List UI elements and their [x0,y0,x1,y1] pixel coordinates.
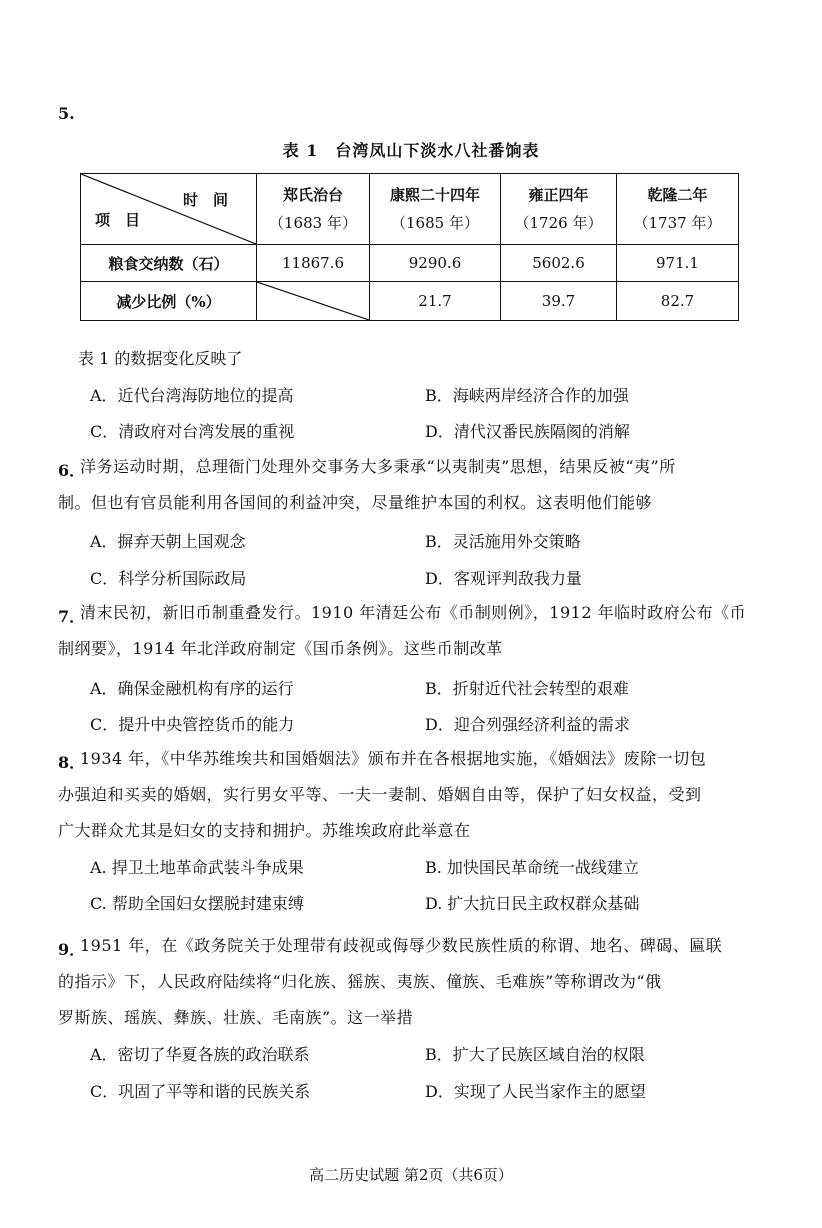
column-header [370,174,501,245]
option-b[interactable]: B．海峡两岸经济合作的加强 [425,386,629,405]
row-label: 减少比例（%） [81,282,257,321]
table-cell: 82.7 [617,282,739,321]
column-header [617,174,739,245]
page-footer: 高二历史试题 第2页（共6页） [309,1166,513,1184]
diagonal-line [257,282,369,320]
option-d[interactable]: D．客观评判敌我力量 [425,569,582,588]
empty-diagonal-cell [257,282,370,321]
option-c[interactable]: C．科学分析国际政局 [90,569,247,588]
table-cell: 971.1 [617,245,739,282]
option-d[interactable]: D．清代汉番民族隔阂的消解 [425,422,630,441]
table-cell: 5602.6 [501,245,617,282]
option-b[interactable]: B．扩大了民族区域自治的权限 [425,1045,645,1064]
corner-time-label: 时 间 [182,191,228,209]
question-7-stem [58,595,747,667]
question-6-number: 6． [58,461,86,480]
stem-line: 罗斯族、瑶族、彝族、壮族、毛南族”。这一举措 [58,1008,414,1027]
corner-item-label: 项 目 [95,211,141,229]
row-label: 粮食交纳数（石） [81,245,257,282]
table-row [81,245,739,282]
stem-line: 办强迫和买卖的婚姻，实行男女平等、一夫一妻制、婚姻自由等，保护了妇女权益，受到 [58,785,702,804]
stem-line: 制纲要》，1914 年北洋政府制定《国币条例》。这些币制改革 [58,639,503,658]
column-year: （1683 年） [269,214,357,232]
option-c[interactable]: C．清政府对台湾发展的重视 [90,422,295,441]
option-a[interactable]: A. 捍卫土地革命武装斗争成果 [90,858,304,877]
stem-line: 1934 年，《中华苏维埃共和国婚姻法》颁布并在各根据地实施，《婚姻法》废除一切包 [80,749,707,768]
table-title: 表 1 台湾凤山下淡水八社番饷表 [282,141,540,160]
stem-line: 制。但也有官员能利用各国间的利益冲突，尽量维护本国的利权。这表明他们能够 [58,493,653,512]
question-6-stem [58,449,676,521]
question-9-number: 9． [58,940,86,959]
stem-line: 洋务运动时期，总理衙门处理外交事务大多秉承“以夷制夷”思想，结果反被“夷”所 [80,457,676,476]
column-name: 乾隆二年 [647,186,708,204]
column-name: 雍正四年 [528,186,589,204]
question-7-number: 7． [58,607,86,626]
table-cell: 9290.6 [370,245,501,282]
option-d[interactable]: D．实现了人民当家作主的愿望 [425,1082,646,1101]
option-d[interactable]: D．迎合列强经济利益的需求 [425,715,630,734]
option-a[interactable]: A．近代台湾海防地位的提高 [90,386,294,405]
column-year: （1685 年） [391,214,479,232]
option-d[interactable]: D. 扩大抗日民主政权群众基础 [425,894,640,913]
question-9-stem [58,928,723,1036]
stem-line: 1951 年，在《政务院关于处理带有歧视或侮辱少数民族性质的称谓、地名、碑碣、匾联 [80,936,723,955]
option-b[interactable]: B．折射近代社会转型的艰难 [425,679,629,698]
question-8-number: 8． [58,753,86,772]
option-b[interactable]: B．灵活施用外交策略 [425,532,581,551]
option-a[interactable]: A．确保金融机构有序的运行 [90,679,294,698]
table-row [81,282,739,321]
option-c[interactable]: C. 帮助全国妇女摆脱封建束缚 [90,894,304,913]
table-cell: 39.7 [501,282,617,321]
option-a[interactable]: A．密切了华夏各族的政治联系 [90,1045,310,1064]
table-header-row [81,174,739,245]
option-c[interactable]: C．巩固了平等和谐的民族关系 [90,1082,311,1101]
column-header [257,174,370,245]
column-year: （1737 年） [633,214,722,232]
stem-line: 清末民初，新旧币制重叠发行。1910 年清廷公布《币制则例》，1912 年临时政府公布《币 [80,603,747,622]
stem-line: 广大群众尤其是妇女的支持和拥护。苏维埃政府此举意在 [58,821,471,840]
option-a[interactable]: A．摒弃天朝上国观念 [90,532,246,551]
column-year: （1726 年） [514,214,603,232]
table-corner-cell [81,174,257,245]
question-5-stem: 表 1 的数据变化反映了 [78,349,243,368]
stem-line: 的指示》下，人民政府陆续将“归化族、猺族、夷族、僮族、毛难族”等称谓改为“俄 [58,972,662,991]
column-name: 康熙二十四年 [389,186,480,204]
option-c[interactable]: C．提升中央管控货币的能力 [90,715,295,734]
column-name: 郑氏治台 [282,186,343,204]
table-cell: 21.7 [370,282,501,321]
question-5-number: 5. [58,104,75,123]
table-cell: 11867.6 [257,245,370,282]
data-table [80,173,739,321]
column-header [501,174,617,245]
question-8-stem [58,741,707,849]
option-b[interactable]: B. 加快国民革命统一战线建立 [425,858,639,877]
